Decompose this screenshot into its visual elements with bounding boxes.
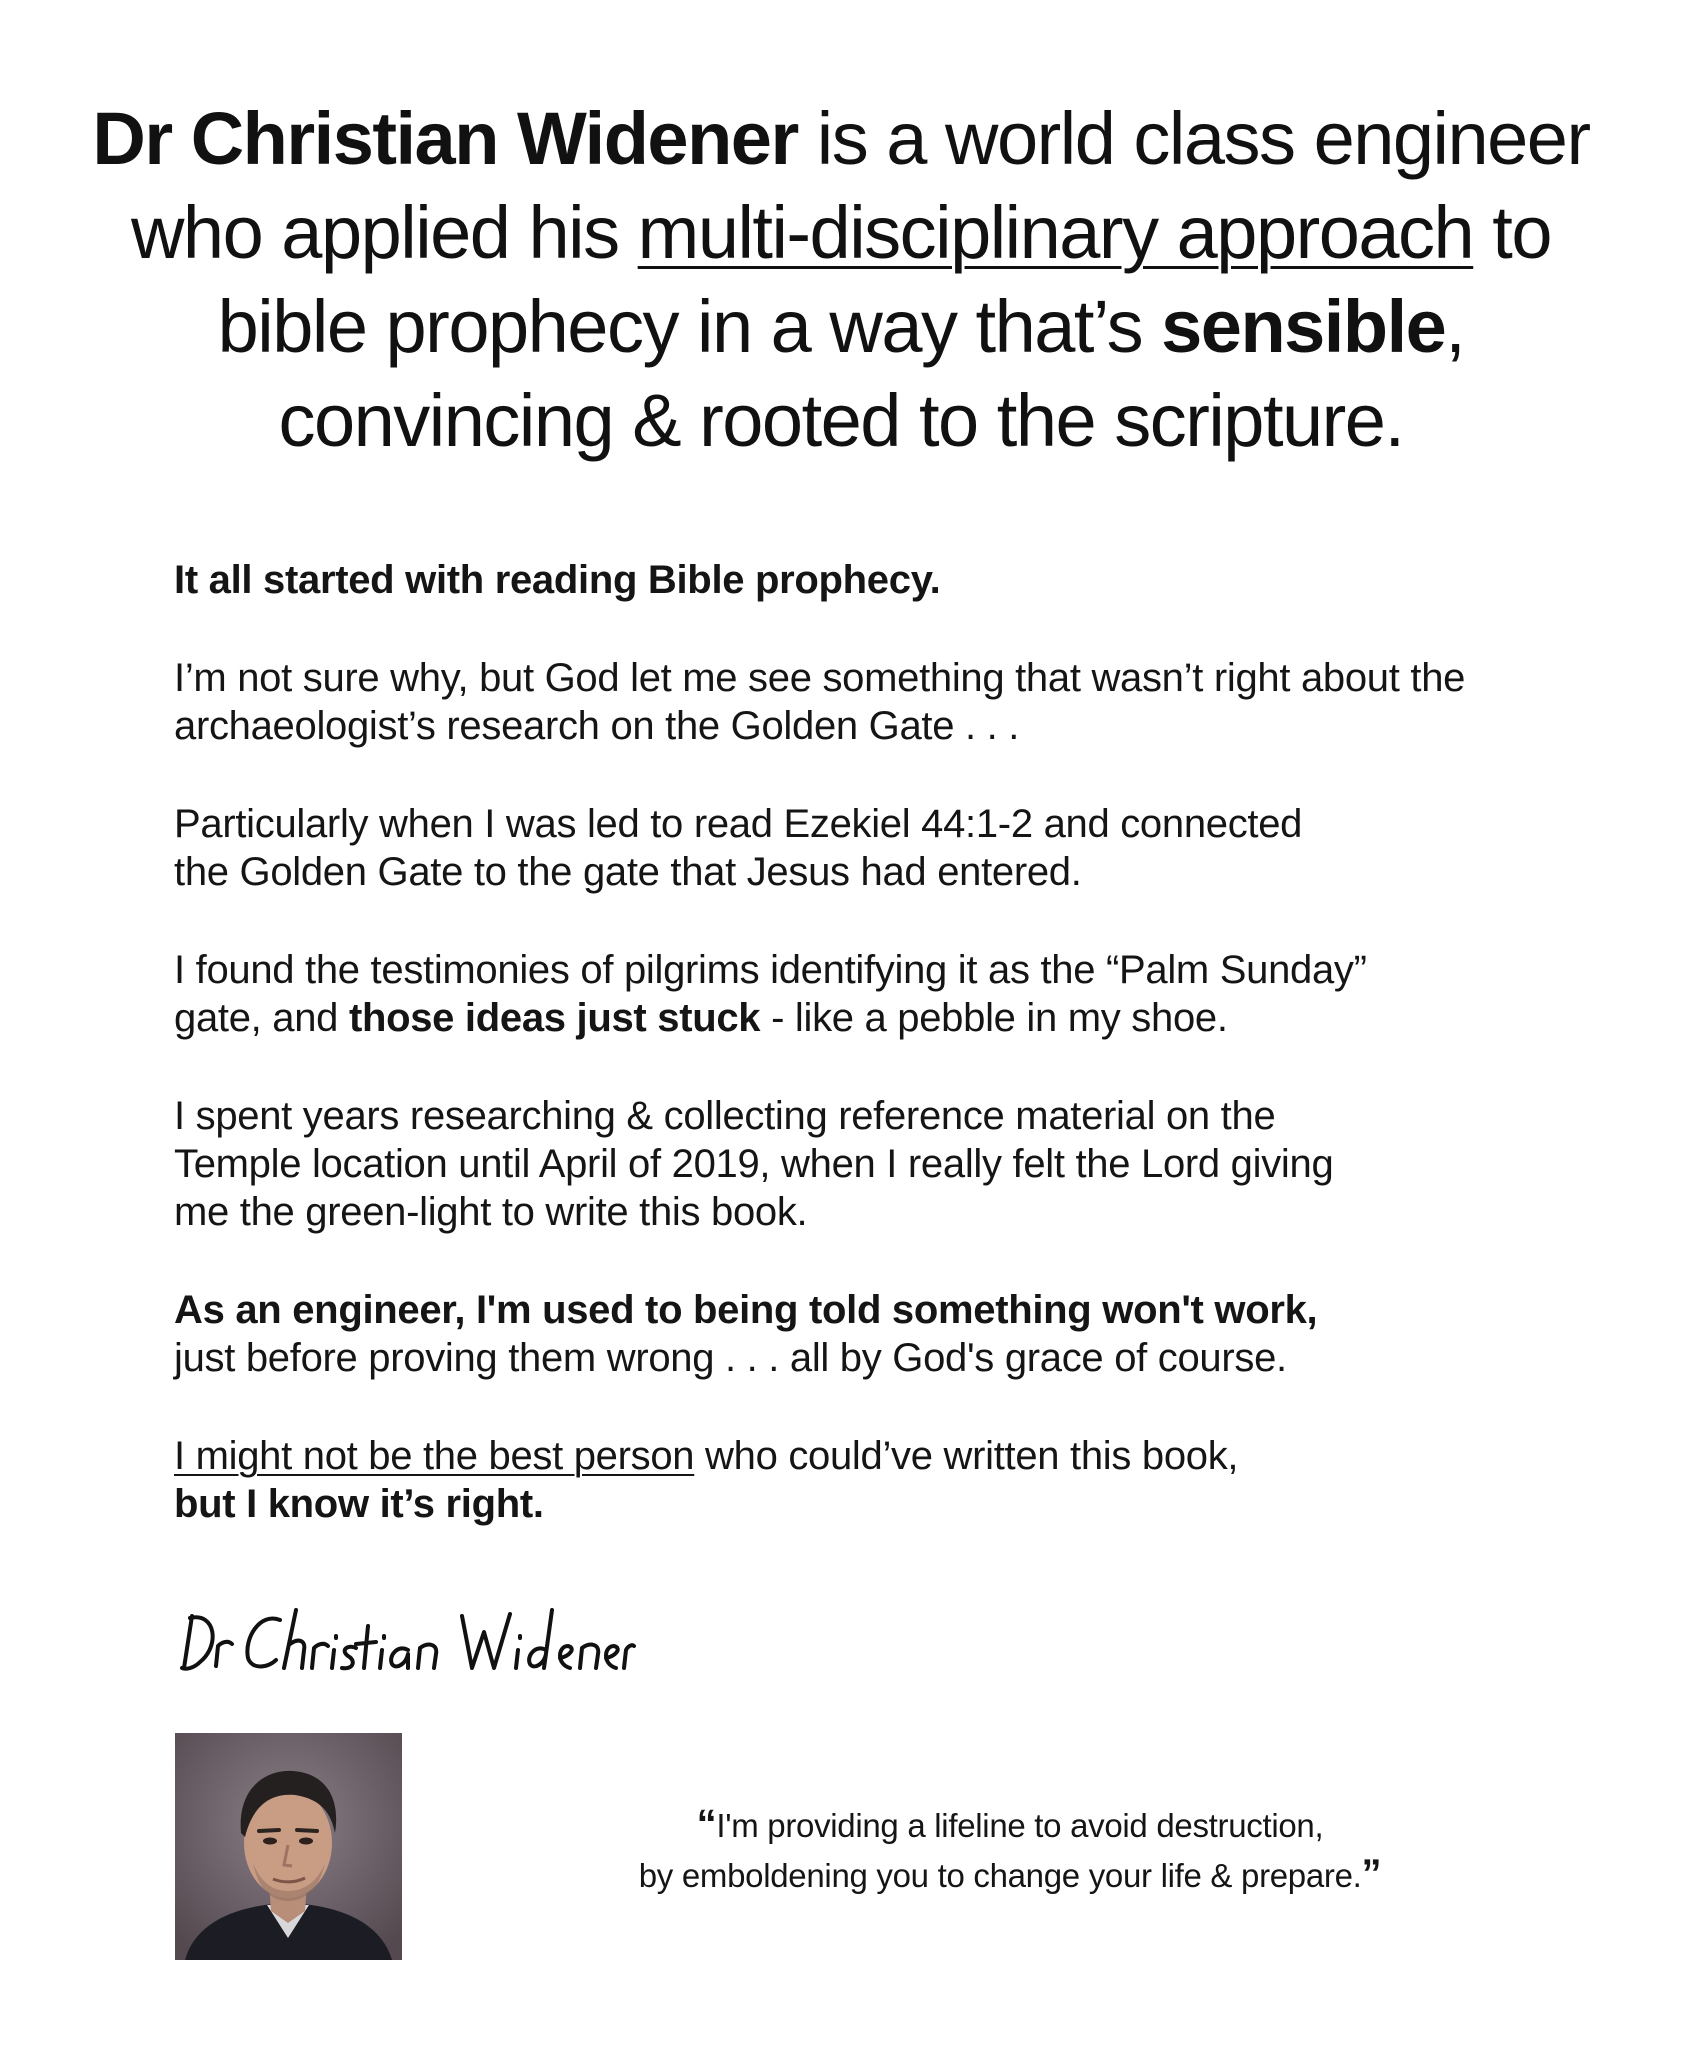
- story-paragraph-6-underlined: I might not be the best person: [174, 1434, 695, 1478]
- story-paragraph-5-emphasis: As an engineer, I'm used to being told something won't work,: [174, 1288, 1318, 1332]
- headline-text-4: bible prophecy in a way that’s: [217, 285, 1162, 368]
- headline-text-3: to: [1473, 191, 1551, 274]
- quote-line-2-text: by emboldening you to change your life & prepare.: [638, 1857, 1362, 1894]
- story-paragraph-6-emphasis: but I know it’s right.: [174, 1482, 544, 1526]
- headline-text-2: who applied his: [130, 191, 638, 274]
- story-paragraph-3-end: - like a pebble in my shoe.: [760, 996, 1228, 1040]
- headline-emphasis: sensible: [1161, 285, 1446, 368]
- handwritten-signature: [176, 1598, 636, 1688]
- story-paragraph-3-line-1: I found the testimonies of pilgrims identifying it as the “Palm Sunday”: [174, 948, 1367, 992]
- story-body: [174, 556, 1614, 1578]
- headline-text-1: is a world class engineer: [797, 97, 1590, 180]
- story-paragraph-4-line-3: me the green-light to write this book.: [174, 1190, 808, 1234]
- story-paragraph-3: [174, 946, 1614, 1042]
- headline-text-5: ,: [1445, 285, 1465, 368]
- story-paragraph-1-text: I’m not sure why, but God let me see something that wasn’t right about the archaeologist’s research on the Golden Gate . . .: [174, 656, 1466, 748]
- headline-line-3: [40, 280, 1642, 374]
- headline-text-6: convincing & rooted to the scripture.: [278, 379, 1404, 462]
- author-portrait: [175, 1733, 402, 1960]
- story-paragraph-6-rest: who could’ve written this book,: [694, 1434, 1239, 1478]
- story-intro-text: It all started with reading Bible prophecy.: [174, 558, 941, 602]
- story-paragraph-4-line-2: Temple location until April of 2019, when I really felt the Lord giving: [174, 1142, 1334, 1186]
- story-paragraph-6: [174, 1432, 1614, 1528]
- story-paragraph-4-line-1: I spent years researching & collecting reference material on the: [174, 1094, 1276, 1138]
- headline-line-2: [40, 186, 1642, 280]
- author-quote: [560, 1800, 1460, 1900]
- story-paragraph-3-start: gate, and: [174, 996, 349, 1040]
- quote-line-1-text: I'm providing a lifeline to avoid destruction,: [716, 1807, 1324, 1844]
- story-paragraph-2-line-1: Particularly when I was led to read Ezekiel 44:1-2 and connected: [174, 802, 1303, 846]
- headline-line-1: [40, 92, 1642, 186]
- close-quote-mark: ”: [1361, 1852, 1382, 1896]
- headline-line-4: [40, 374, 1642, 468]
- quote-line-1: [560, 1800, 1460, 1850]
- story-paragraph-5: [174, 1286, 1614, 1382]
- story-paragraph-2-line-2: the Golden Gate to the gate that Jesus had entered.: [174, 850, 1082, 894]
- story-intro: [174, 556, 1614, 604]
- headline: [40, 92, 1642, 468]
- story-paragraph-4: [174, 1092, 1614, 1236]
- story-paragraph-1: [174, 654, 1474, 750]
- author-name: Dr Christian Widener: [92, 97, 798, 180]
- story-paragraph-2: [174, 800, 1614, 896]
- quote-line-2: [560, 1850, 1460, 1900]
- open-quote-mark: “: [696, 1802, 717, 1846]
- story-paragraph-3-emphasis: those ideas just stuck: [348, 996, 761, 1040]
- headline-underlined-phrase: multi-disciplinary approach: [637, 191, 1474, 274]
- story-paragraph-5-line-2: just before proving them wrong . . . all by God's grace of course.: [174, 1336, 1287, 1380]
